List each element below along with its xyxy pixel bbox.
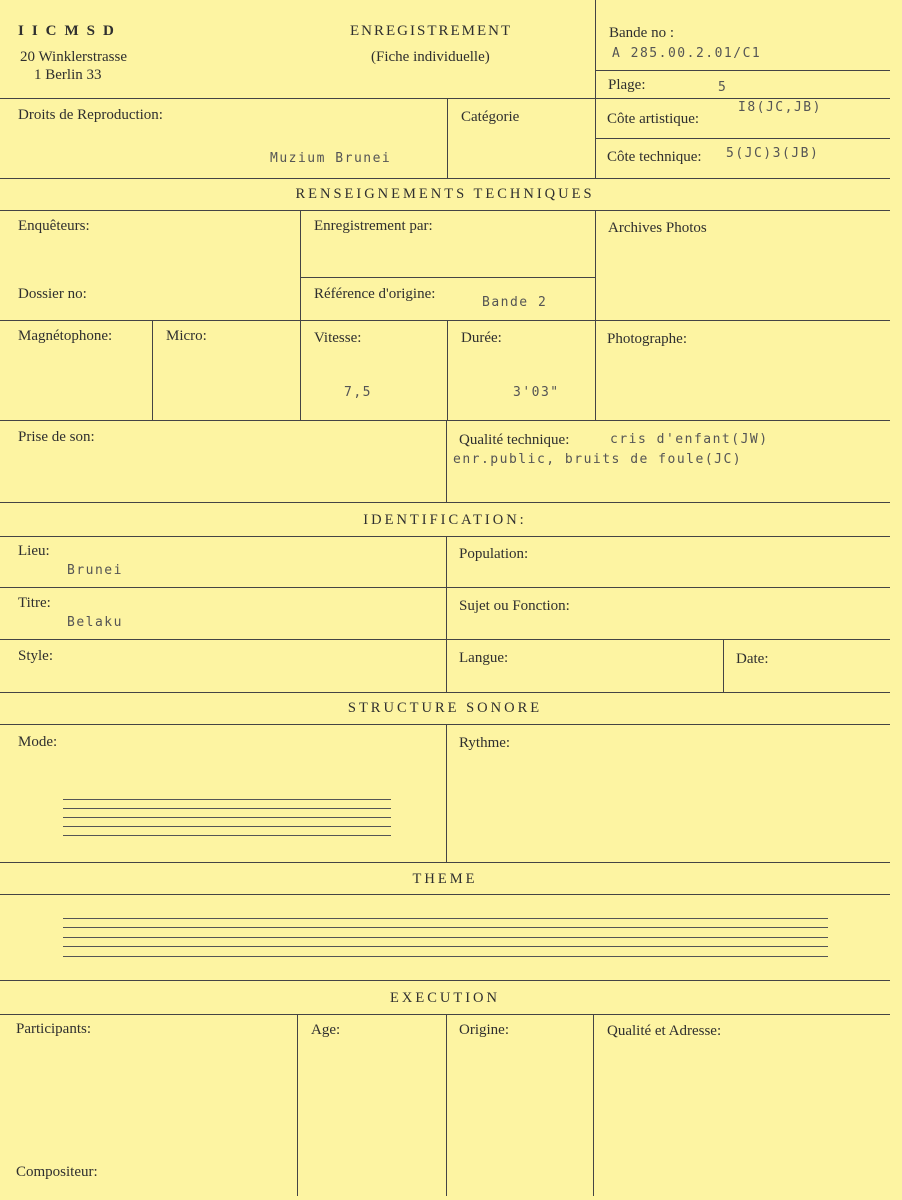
divider: [595, 210, 596, 420]
origine-label: Origine:: [459, 1022, 509, 1038]
droits-value: Muzium Brunei: [270, 151, 392, 166]
staff-line: [63, 918, 828, 919]
divider: [0, 1014, 890, 1015]
reference-value: Bande 2: [482, 295, 548, 310]
section-title-execution: EXECUTION: [390, 990, 500, 1006]
rythme-label: Rythme:: [459, 735, 511, 751]
divider: [0, 178, 890, 179]
enqueteurs-label: Enquêteurs:: [18, 218, 90, 234]
divider: [447, 320, 448, 420]
reference-label: Référence d'origine:: [314, 286, 436, 302]
form-title: ENREGISTREMENT: [350, 23, 513, 39]
divider: [595, 138, 890, 139]
qualite-value-1: cris d'enfant(JW): [610, 432, 769, 447]
divider: [300, 210, 301, 420]
langue-label: Langue:: [459, 650, 509, 666]
participants-label: Participants:: [16, 1021, 91, 1037]
duree-label: Durée:: [461, 330, 502, 346]
staff-line: [63, 927, 828, 928]
duree-value: 3'03": [513, 385, 560, 400]
photographe-label: Photographe:: [607, 331, 687, 347]
lieu-label: Lieu:: [18, 543, 50, 559]
divider: [446, 724, 447, 862]
staff-line: [63, 826, 391, 827]
divider: [447, 98, 448, 178]
divider: [0, 692, 890, 693]
divider: [593, 1014, 594, 1196]
form-subtitle: (Fiche individuelle): [371, 49, 490, 65]
date-label: Date:: [736, 651, 769, 667]
divider: [595, 70, 890, 71]
section-title-technique: RENSEIGNEMENTS TECHNIQUES: [295, 186, 595, 202]
address-line-1: 20 Winklerstrasse: [20, 49, 128, 65]
address-line-2: 1 Berlin 33: [34, 67, 102, 83]
divider: [0, 894, 890, 895]
archives-photos-label: Archives Photos: [608, 220, 707, 236]
staff-line: [63, 956, 828, 957]
staff-line: [63, 799, 391, 800]
qualite-adresse-label: Qualité et Adresse:: [607, 1023, 722, 1039]
org-logo: IICMSD: [18, 23, 122, 39]
divider: [0, 587, 890, 588]
cote-technique-label: Côte technique:: [607, 149, 702, 165]
divider: [723, 639, 724, 692]
divider: [0, 639, 890, 640]
droits-label: Droits de Reproduction:: [18, 107, 163, 123]
divider: [297, 1014, 298, 1196]
categorie-label: Catégorie: [461, 109, 520, 125]
titre-value: Belaku: [67, 615, 123, 630]
divider: [0, 862, 890, 863]
bande-label: Bande no :: [609, 25, 674, 41]
plage-value: 5: [718, 80, 728, 95]
titre-label: Titre:: [18, 595, 51, 611]
divider: [300, 277, 595, 278]
divider: [0, 980, 890, 981]
divider: [446, 536, 447, 692]
vitesse-value: 7,5: [344, 385, 372, 400]
divider: [0, 420, 890, 421]
cote-artistique-label: Côte artistique:: [607, 111, 700, 127]
divider: [446, 1014, 447, 1196]
staff-line: [63, 835, 391, 836]
section-title-identification: IDENTIFICATION:: [363, 512, 527, 528]
staff-line: [63, 937, 828, 938]
plage-label: Plage:: [608, 77, 646, 93]
style-label: Style:: [18, 648, 54, 664]
sujet-label: Sujet ou Fonction:: [459, 598, 570, 614]
micro-label: Micro:: [166, 328, 207, 344]
divider: [0, 320, 890, 321]
lieu-value: Brunei: [67, 563, 123, 578]
section-title-theme: THEME: [412, 871, 478, 887]
staff-line: [63, 808, 391, 809]
staff-line: [63, 946, 828, 947]
divider: [595, 0, 596, 178]
prise-label: Prise de son:: [18, 429, 95, 445]
age-label: Age:: [311, 1022, 341, 1038]
cote-technique-value: 5(JC)3(JB): [726, 146, 820, 161]
compositeur-label: Compositeur:: [16, 1164, 98, 1180]
magnetophone-label: Magnétophone:: [18, 328, 113, 344]
cote-artistique-value: I8(JC,JB): [738, 100, 822, 115]
divider: [0, 210, 890, 211]
section-title-structure: STRUCTURE SONORE: [347, 700, 543, 716]
divider: [0, 98, 890, 99]
qualite-value-2: enr.public, bruits de foule(JC): [453, 452, 743, 467]
population-label: Population:: [459, 546, 529, 562]
divider: [0, 536, 890, 537]
divider: [152, 320, 153, 420]
qualite-label: Qualité technique:: [459, 432, 570, 448]
staff-line: [63, 817, 391, 818]
vitesse-label: Vitesse:: [314, 330, 362, 346]
bande-value: A 285.00.2.01/C1: [612, 46, 762, 61]
enregistrement-par-label: Enregistrement par:: [314, 218, 433, 234]
divider: [0, 502, 890, 503]
mode-label: Mode:: [18, 734, 58, 750]
divider: [446, 420, 447, 502]
dossier-label: Dossier no:: [18, 286, 87, 302]
divider: [0, 724, 890, 725]
